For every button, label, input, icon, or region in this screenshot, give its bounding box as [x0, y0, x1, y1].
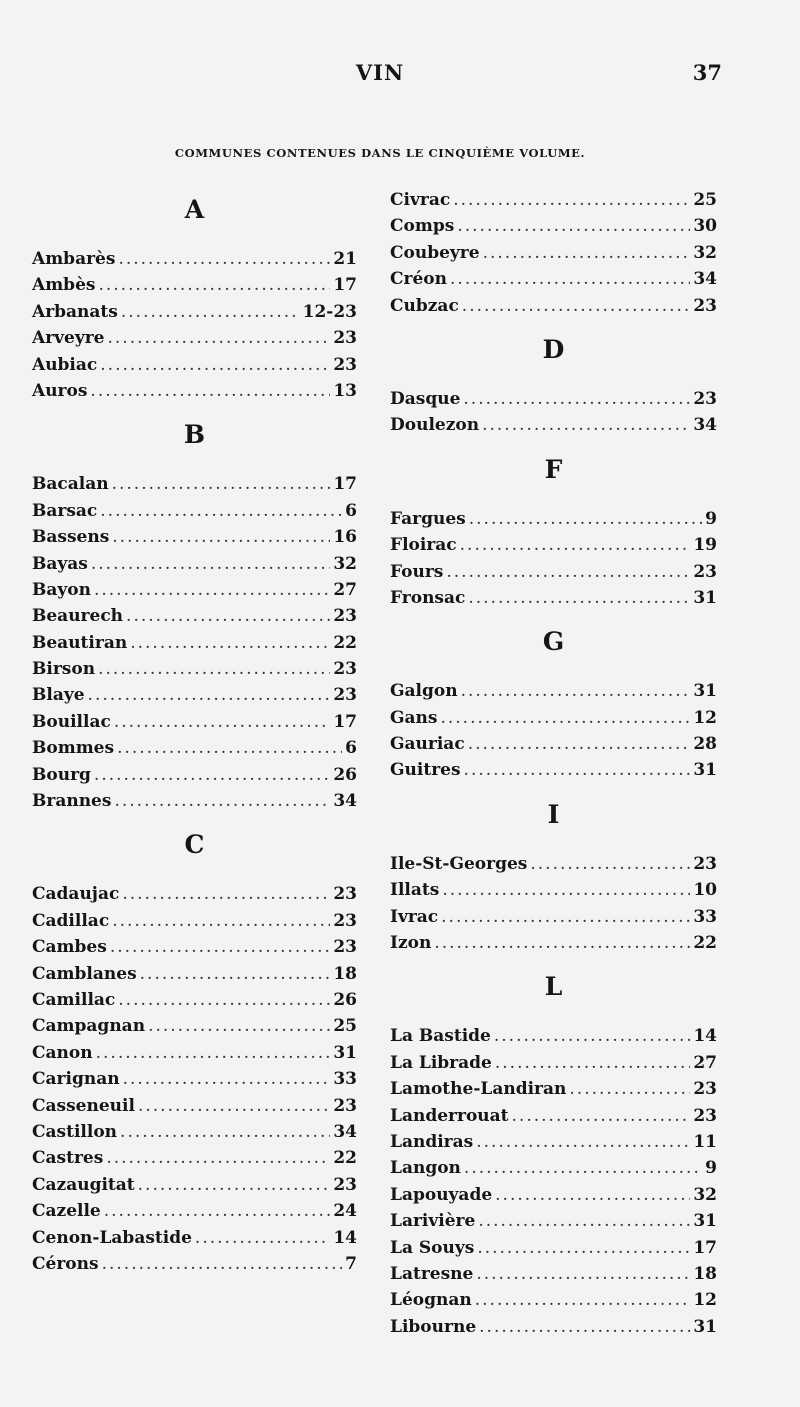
index-entry — [32, 1040, 357, 1066]
leader-dots — [446, 559, 690, 585]
leader-dots — [475, 1287, 691, 1313]
page-reference: 24 — [333, 1201, 357, 1222]
commune-name: Bourg — [32, 764, 91, 785]
commune-name: La Bastide — [390, 1026, 491, 1047]
page-reference: 31 — [333, 1042, 357, 1063]
page-reference: 17 — [693, 1237, 717, 1258]
commune-name: Blaye — [32, 685, 85, 706]
commune-name: Cadaujac — [32, 884, 120, 905]
page-reference: 32 — [693, 242, 717, 263]
index-entry — [32, 1251, 357, 1277]
section-spacer — [32, 225, 357, 246]
commune-name: La Souys — [390, 1237, 475, 1258]
commune-name: Canon — [32, 1042, 93, 1063]
index-entry — [32, 1013, 357, 1039]
page-reference: 23 — [693, 1105, 717, 1126]
leader-dots — [469, 506, 702, 532]
page-reference: 34 — [693, 269, 717, 290]
commune-name: Ambès — [32, 275, 96, 296]
section-spacer — [390, 830, 717, 851]
index-entry — [32, 682, 357, 708]
page-reference: 6 — [345, 500, 357, 521]
page-reference: 23 — [693, 1079, 717, 1100]
leader-dots — [90, 378, 330, 404]
page-reference: 23 — [693, 853, 717, 874]
leader-dots — [117, 735, 342, 761]
page-reference: 26 — [333, 764, 357, 785]
page-reference: 34 — [333, 1121, 357, 1142]
index-entry — [390, 532, 717, 558]
leader-dots — [464, 1155, 702, 1181]
leader-dots — [463, 386, 690, 412]
section-spacer — [390, 439, 717, 455]
index-entry — [390, 585, 717, 611]
commune-name: Libourne — [390, 1316, 477, 1337]
page-reference: 23 — [333, 1095, 357, 1116]
page-reference: 12 — [693, 1290, 717, 1311]
index-entry — [390, 678, 717, 704]
page-reference: 22 — [333, 1148, 357, 1169]
leader-dots — [96, 1040, 331, 1066]
commune-name: Civrac — [390, 190, 451, 210]
index-entry — [390, 1103, 717, 1129]
page-reference: 23 — [333, 606, 357, 627]
leader-dots — [495, 1182, 690, 1208]
index-entry — [390, 1287, 717, 1313]
index-entry — [32, 352, 357, 378]
index-entry — [32, 709, 357, 735]
page-reference: 19 — [693, 535, 717, 556]
index-entry — [390, 1235, 717, 1261]
section-letter: F — [544, 454, 563, 484]
page-reference: 9 — [705, 1158, 717, 1179]
index-entry — [32, 272, 357, 298]
page-reference: 16 — [333, 527, 357, 548]
page-reference: 13 — [333, 380, 357, 401]
commune-name: Gans — [390, 707, 438, 728]
index-entry — [390, 1261, 717, 1287]
section-letter: D — [542, 334, 565, 364]
index-entry — [390, 705, 717, 731]
index-entry — [32, 762, 357, 788]
commune-name: Camblanes — [32, 963, 137, 984]
leader-dots — [468, 585, 690, 611]
index-entry — [32, 735, 357, 761]
leader-dots — [476, 1261, 690, 1287]
leader-dots — [94, 577, 330, 603]
index-entry — [390, 877, 717, 903]
index-entry — [32, 1093, 357, 1119]
index-entry — [32, 603, 357, 629]
commune-name: Arveyre — [32, 328, 105, 349]
index-entry — [32, 246, 357, 272]
leader-dots — [100, 352, 330, 378]
index-entry — [390, 506, 717, 532]
leader-dots — [100, 498, 342, 524]
leader-dots — [88, 682, 331, 708]
commune-name: Bayon — [32, 579, 91, 600]
index-entry — [390, 240, 717, 266]
index-entry — [32, 577, 357, 603]
index-entry — [32, 961, 357, 987]
page-reference: 33 — [693, 906, 717, 927]
index-entry — [32, 378, 357, 404]
index-entry — [390, 731, 717, 757]
commune-name: Illats — [390, 880, 440, 901]
page-reference: 30 — [693, 216, 717, 237]
leader-dots — [494, 1023, 690, 1049]
index-entry — [390, 1076, 717, 1102]
leader-dots — [441, 904, 690, 930]
index-entry — [32, 325, 357, 351]
section-letter: L — [544, 972, 563, 1002]
index-entry — [390, 213, 717, 239]
leader-dots — [110, 934, 331, 960]
leader-dots — [461, 678, 691, 704]
section-letter: I — [547, 799, 560, 829]
section-spacer — [390, 319, 717, 335]
commune-name: Guitres — [390, 760, 461, 781]
leader-dots — [112, 524, 330, 550]
index-entry — [32, 908, 357, 934]
section-spacer — [32, 450, 357, 471]
page-reference: 34 — [693, 415, 717, 436]
index-entry — [32, 498, 357, 524]
section-letter: C — [184, 830, 205, 860]
leader-dots — [104, 1198, 331, 1224]
index-entry — [32, 987, 357, 1013]
section-spacer — [32, 814, 357, 830]
commune-name: Coubeyre — [390, 242, 480, 263]
index-entry — [390, 1208, 717, 1234]
commune-name: Brannes — [32, 791, 112, 812]
index-entry — [32, 788, 357, 814]
index-entry — [390, 1155, 717, 1181]
section-spacer — [390, 784, 717, 800]
page-reference: 6 — [345, 738, 357, 759]
leader-dots — [108, 325, 331, 351]
page-reference: 9 — [705, 508, 717, 529]
index-entry — [390, 266, 717, 292]
page-reference: 31 — [693, 587, 717, 608]
page-reference: 22 — [693, 933, 717, 954]
page-reference: 17 — [333, 275, 357, 296]
leader-dots — [118, 246, 330, 272]
commune-name: Cazelle — [32, 1201, 101, 1222]
leader-dots — [123, 1066, 331, 1092]
commune-name: Casseneuil — [32, 1095, 135, 1116]
page-reference: 12-23 — [302, 301, 357, 322]
page-reference: 25 — [693, 190, 717, 210]
page-reference: 31 — [693, 1316, 717, 1337]
commune-name: Fronsac — [390, 587, 466, 608]
index-entry — [390, 1182, 717, 1208]
commune-name: Castres — [32, 1148, 104, 1169]
leader-dots — [512, 1103, 691, 1129]
leader-dots — [102, 1251, 343, 1277]
commune-name: Bacalan — [32, 474, 109, 495]
page-reference: 23 — [693, 388, 717, 409]
commune-name: Léognan — [390, 1290, 472, 1311]
leader-dots — [148, 1013, 330, 1039]
section-letter: G — [542, 627, 565, 657]
section-spacer — [390, 485, 717, 506]
page-reference: 32 — [333, 553, 357, 574]
leader-dots — [453, 187, 690, 213]
leader-dots — [94, 762, 330, 788]
commune-name: Latresne — [390, 1263, 474, 1284]
index-column-right — [390, 187, 717, 1340]
page-reference: 23 — [333, 328, 357, 349]
page-reference: 32 — [693, 1184, 717, 1205]
page-reference: 23 — [693, 295, 717, 316]
commune-name: Campagnan — [32, 1016, 146, 1037]
commune-name: Cazaugitat — [32, 1174, 135, 1195]
leader-dots — [114, 709, 331, 735]
commune-name: Fours — [390, 561, 444, 582]
page-reference: 14 — [333, 1227, 357, 1248]
index-entry — [390, 904, 717, 930]
index-entry — [32, 656, 357, 682]
leader-dots — [195, 1225, 330, 1251]
leader-dots — [476, 1129, 690, 1155]
page-reference: 23 — [333, 910, 357, 931]
index-entry — [390, 293, 717, 319]
index-entry — [390, 559, 717, 585]
index-entry — [32, 1172, 357, 1198]
section-spacer — [390, 611, 717, 627]
page-reference: 26 — [333, 989, 357, 1010]
index-entry — [32, 471, 357, 497]
commune-name: Bommes — [32, 738, 115, 759]
page-reference: 23 — [333, 354, 357, 375]
page-reference: 18 — [333, 963, 357, 984]
index-entry — [32, 1225, 357, 1251]
leader-dots — [477, 1235, 690, 1261]
commune-name: Cambes — [32, 937, 107, 958]
section-letter: A — [184, 195, 205, 224]
index-entry — [32, 881, 357, 907]
commune-name: Beaurech — [32, 606, 124, 627]
index-entry — [32, 1119, 357, 1145]
page-reference: 28 — [693, 734, 717, 755]
index-entry — [32, 934, 357, 960]
page-reference: 18 — [693, 1263, 717, 1284]
commune-name: Carignan — [32, 1069, 120, 1090]
page-reference: 10 — [693, 880, 717, 901]
section-spacer — [32, 404, 357, 420]
commune-name: Bassens — [32, 527, 110, 548]
page-reference: 11 — [693, 1131, 717, 1152]
commune-name: Comps — [390, 216, 455, 237]
leader-dots — [434, 930, 690, 956]
commune-name: Arbanats — [32, 301, 118, 322]
page-reference: 23 — [333, 884, 357, 905]
index-entry — [390, 930, 717, 956]
leader-dots — [440, 705, 690, 731]
page-reference: 31 — [693, 1211, 717, 1232]
commune-name: Birson — [32, 659, 96, 680]
page-reference: 21 — [333, 249, 357, 269]
commune-name: Cenon-Labastide — [32, 1227, 192, 1248]
section-spacer — [390, 657, 717, 678]
leader-dots — [118, 987, 330, 1013]
section-letter: B — [183, 420, 206, 450]
leader-dots — [483, 240, 691, 266]
page-reference: 14 — [693, 1026, 717, 1047]
page-reference: 27 — [333, 579, 357, 600]
commune-name: Ivrac — [390, 906, 439, 927]
page-reference: 23 — [693, 561, 717, 582]
commune-name: Cubzac — [390, 295, 459, 316]
leader-dots — [464, 757, 691, 783]
commune-name: Bouillac — [32, 711, 111, 732]
leader-dots — [138, 1093, 330, 1119]
commune-name: Aubiac — [32, 354, 98, 375]
page-reference: 23 — [333, 685, 357, 706]
commune-name: Beautiran — [32, 632, 128, 653]
commune-name: Auros — [32, 380, 88, 401]
commune-name: Gauriac — [390, 734, 465, 755]
index-entry — [32, 1066, 357, 1092]
index-entry — [32, 1145, 357, 1171]
leader-dots — [138, 1172, 331, 1198]
leader-dots — [130, 630, 330, 656]
page-reference: 22 — [333, 632, 357, 653]
leader-dots — [460, 532, 691, 558]
page-reference: 23 — [333, 937, 357, 958]
commune-name: Cérons — [32, 1253, 99, 1274]
leader-dots — [450, 266, 690, 292]
page-reference: 17 — [333, 711, 357, 732]
leader-dots — [98, 272, 330, 298]
leader-dots — [120, 1119, 330, 1145]
commune-name: Landerrouat — [390, 1105, 509, 1126]
leader-dots — [106, 1145, 330, 1171]
page-reference: 12 — [693, 707, 717, 728]
index-entry — [32, 630, 357, 656]
commune-name: Camillac — [32, 989, 116, 1010]
commune-name: Barsac — [32, 500, 98, 521]
commune-name: Landiras — [390, 1131, 474, 1152]
leader-dots — [569, 1076, 690, 1102]
page-reference: 33 — [333, 1069, 357, 1090]
index-entry — [390, 757, 717, 783]
index-entry — [32, 551, 357, 577]
leader-dots — [140, 961, 331, 987]
leader-dots — [479, 1314, 690, 1340]
page-reference: 7 — [345, 1253, 357, 1274]
page-reference: 31 — [693, 760, 717, 781]
leader-dots — [91, 551, 330, 577]
commune-name: Langon — [390, 1158, 461, 1179]
leader-dots — [495, 1050, 690, 1076]
page-reference: 17 — [333, 474, 357, 495]
commune-name: Floirac — [390, 535, 457, 556]
index-entry — [390, 1129, 717, 1155]
index-entry — [390, 851, 717, 877]
commune-name: Doulezon — [390, 415, 480, 436]
page-reference: 31 — [693, 681, 717, 702]
commune-name: Castillon — [32, 1121, 118, 1142]
page-reference: 34 — [333, 791, 357, 812]
index-entry — [32, 524, 357, 550]
section-spacer — [390, 956, 717, 972]
commune-name: Lamothe-Landiran — [390, 1079, 567, 1100]
index-entry — [390, 412, 717, 438]
commune-name: Bayas — [32, 553, 88, 574]
index-entry — [32, 1198, 357, 1224]
commune-name: Créon — [390, 269, 448, 290]
leader-dots — [126, 603, 330, 629]
index-entry — [390, 187, 717, 213]
page-reference: 25 — [333, 1016, 357, 1037]
leader-dots — [122, 881, 330, 907]
section-spacer — [390, 365, 717, 386]
commune-name: Dasque — [390, 388, 461, 409]
leader-dots — [112, 908, 330, 934]
section-spacer — [32, 860, 357, 881]
leader-dots — [457, 213, 690, 239]
index-entry — [390, 1314, 717, 1340]
page-reference: 23 — [333, 659, 357, 680]
leader-dots — [442, 877, 690, 903]
leader-dots — [478, 1208, 690, 1234]
leader-dots — [530, 851, 690, 877]
leader-dots — [121, 299, 300, 325]
commune-name: Galgon — [390, 681, 458, 702]
commune-name: Ile-St-Georges — [390, 853, 528, 874]
commune-name: Larivière — [390, 1211, 476, 1232]
commune-name: Fargues — [390, 508, 466, 529]
index-entry — [390, 1050, 717, 1076]
running-head-title: VIN — [355, 60, 405, 85]
index-entry — [32, 299, 357, 325]
index-entry — [390, 1023, 717, 1049]
commune-name: La Librade — [390, 1052, 492, 1073]
index-entry — [390, 386, 717, 412]
commune-name: Cadillac — [32, 910, 110, 931]
leader-dots — [482, 412, 690, 438]
commune-name: Izon — [390, 933, 432, 954]
leader-dots — [114, 788, 330, 814]
section-spacer — [390, 1002, 717, 1023]
page-reference: 23 — [333, 1174, 357, 1195]
index-subtitle: COMMUNES CONTENUES DANS LE CINQUIÈME VOLUME. — [174, 146, 586, 160]
leader-dots — [468, 731, 691, 757]
commune-name: Ambarès — [32, 249, 116, 269]
leader-dots — [98, 656, 330, 682]
leader-dots — [462, 293, 691, 319]
index-column-left — [32, 195, 357, 1277]
page-number: 37 — [692, 60, 722, 85]
page-reference: 27 — [693, 1052, 717, 1073]
commune-name: Lapouyade — [390, 1184, 493, 1205]
leader-dots — [112, 471, 331, 497]
